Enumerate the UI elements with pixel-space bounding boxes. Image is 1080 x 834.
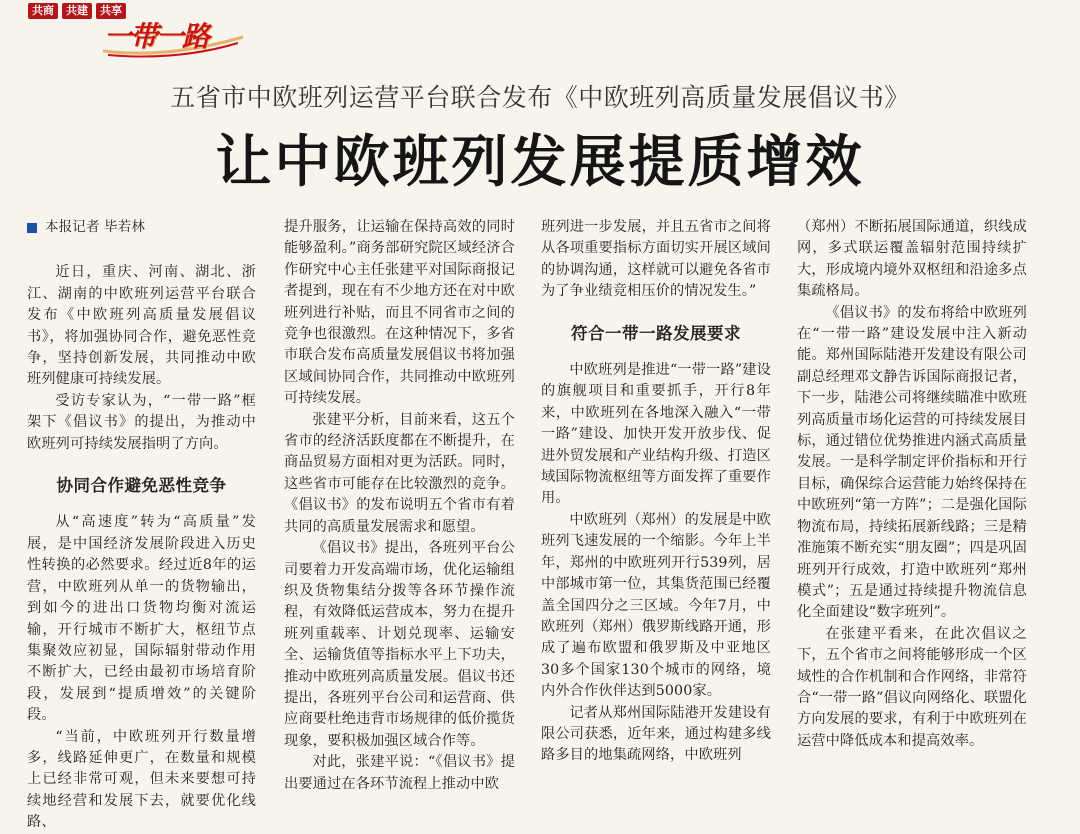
article-paragraph: “当前，中欧班列开行数量增多，线路延伸更广，在数量和规模上已经非常可观，但未来要想可持续地经营和发展下去，就要优化线路、: [27, 728, 256, 831]
article-paragraph: 中欧班列是推进“一带一路”建设的旗舰项目和重要抓手，开行8年来，中欧班列在各地深入融入“一带一路”建设、加快开发开放步伐、促进外贸发展和产业结构升级、打造区域国际物流枢纽等方面发挥了重要作用。: [541, 362, 771, 507]
article-paragraph: 近日，重庆、河南、湖北、浙江、湖南的中欧班列运营平台联合发布《中欧班列高质量发展倡议书》，将加强协同合作，避免恶性竞争，坚持创新发展，共同推动中欧班列健康可持续发展。: [27, 264, 256, 388]
section-logo: [28, 3, 253, 58]
article-paragraph: 《倡议书》提出，各班列平台公司要着力开发高端市场，优化运输组织及货物集结分拨等各环节操作流程，有效降低运营成本，努力在提升班列重载率、计划兑现率、运输安全、运输货值等指标水平上下功夫，推动中欧班列高质量发展。倡议书还提出，各班列平台公司和运营商、供应商要杜绝违背市场规律的低价揽货现象，要积极加强区域合作等。: [284, 540, 515, 749]
article-column: [284, 217, 515, 795]
article-subtitle: 五省市中欧班列运营平台联合发布《中欧班列高质量发展倡议书》: [170, 83, 910, 112]
article-paragraph: 《倡议书》的发布将给中欧班列在“一带一路”建设发展中注入新动能。郑州国际陆港开发建设有限公司副总经理邓文静告诉国际商报记者，下一步，陆港公司将继续瞄准中欧班列高质量市场化运营的可持续发展目标，通过错位优势推进内涵式高质量发展。一是科学制定评价指标和开行目标，确保综合运营能力始终保持在中欧班列“第一方阵”；二是强化国际物流布局，持续拓展新线路；三是精准施策不断充实“朋友圈”；四是巩固班列开行成效，打造中欧班列“郑州模式”；五是通过持续提升物流信息化全面建设“数字班列”。: [797, 304, 1027, 621]
section-subheading: 符合一带一路发展要求: [571, 323, 741, 343]
byline-marker-icon: [27, 223, 37, 233]
article-paragraph: 在张建平看来，在此次倡议之下，五个省市之间将能够形成一个区域性的合作机制和合作网络，非常符合“一带一路”倡议向网络化、联盟化方向发展的要求，有利于中欧班列在运营中降低成本和提高效率。: [797, 625, 1027, 749]
section-logo-text: 一带一路: [104, 20, 209, 53]
article-column: [541, 217, 771, 767]
article-paragraph: 对此，张建平说：“《倡议书》提出要通过在各环节流程上推动中欧: [284, 754, 515, 792]
section-tag: 共建: [62, 3, 92, 19]
section-subheading: 协同合作避免恶性竞争: [56, 476, 227, 496]
article-headline: 让中欧班列发展提质增效: [215, 130, 865, 195]
article-paragraph: 班列进一步发展，并且五省市之间将从各项重要指标方面切实开展区域间的协调沟通，这样就可以避免各省市为了争业绩竞相压价的情况发生。”: [541, 219, 771, 300]
section-tag: 共享: [96, 3, 126, 19]
section-tag: 共商: [28, 3, 58, 19]
article-paragraph: 张建平分析，目前来看，这五个省市的经济活跃度都在不断提升，在商品贸易方面相对更为活跃。同时，这些省市可能存在比较激烈的竞争。《倡议书》的发布说明五个省市有着共同的高质量发展需求和愿望。: [284, 411, 515, 535]
article-paragraph: 中欧班列（郑州）的发展是中欧班列飞速发展的一个缩影。今年上半年，郑州的中欧班列开行539列，居中部城市第一位，其集货范围已经覆盖全国四分之三区域。今年7月，中欧班列（郑州）俄罗斯线路开通，形成了遍布欧盟和俄罗斯及中亚地区30多个国家130个城市的网络，境内外合作伙伴达到5000家。: [541, 511, 771, 700]
article-paragraph: 记者从郑州国际陆港开发建设有限公司获悉，近年来，通过构建多线路多目的地集疏网络，中欧班列: [541, 704, 771, 764]
article-paragraph: 提升服务，让运输在保持高效的同时能够盈利。”商务部研究院区域经济合作研究中心主任张建平对国际商报记者提到，现在有不少地方还在对中欧班列进行补贴，而且不同省市之间的竞争也很激烈。在这种情况下，多省市联合发布高质量发展倡议书将加强区域间协同合作，共同推动中欧班列可持续发展。: [284, 219, 515, 407]
byline: [27, 217, 256, 238]
article-paragraph: 从“高速度”转为“高质量”发展，是中国经济发展阶段进入历史性转换的必然要求。经过近8年的运营，中欧班列从单一的货物输出，到如今的进出口货物均衡对流运输，开行城市不断扩大，枢纽节点集聚效应初显，国际辐射带动作用不断扩大，已经由最初市场培育阶段，发展到“提质增效”的关键阶段。: [27, 514, 256, 724]
article-column: [797, 217, 1027, 752]
article-paragraph: 受访专家认为，“一带一路”框架下《倡议书》的提出，为推动中欧班列可持续发展指明了方向。: [27, 392, 256, 452]
byline-text: 本报记者 毕若林: [45, 219, 145, 235]
article-paragraph: （郑州）不断拓展国际通道，织线成网，多式联运覆盖辐射范围持续扩大，形成境内境外双枢纽和沿途多点集疏格局。: [797, 219, 1027, 300]
article-column: [27, 217, 256, 834]
